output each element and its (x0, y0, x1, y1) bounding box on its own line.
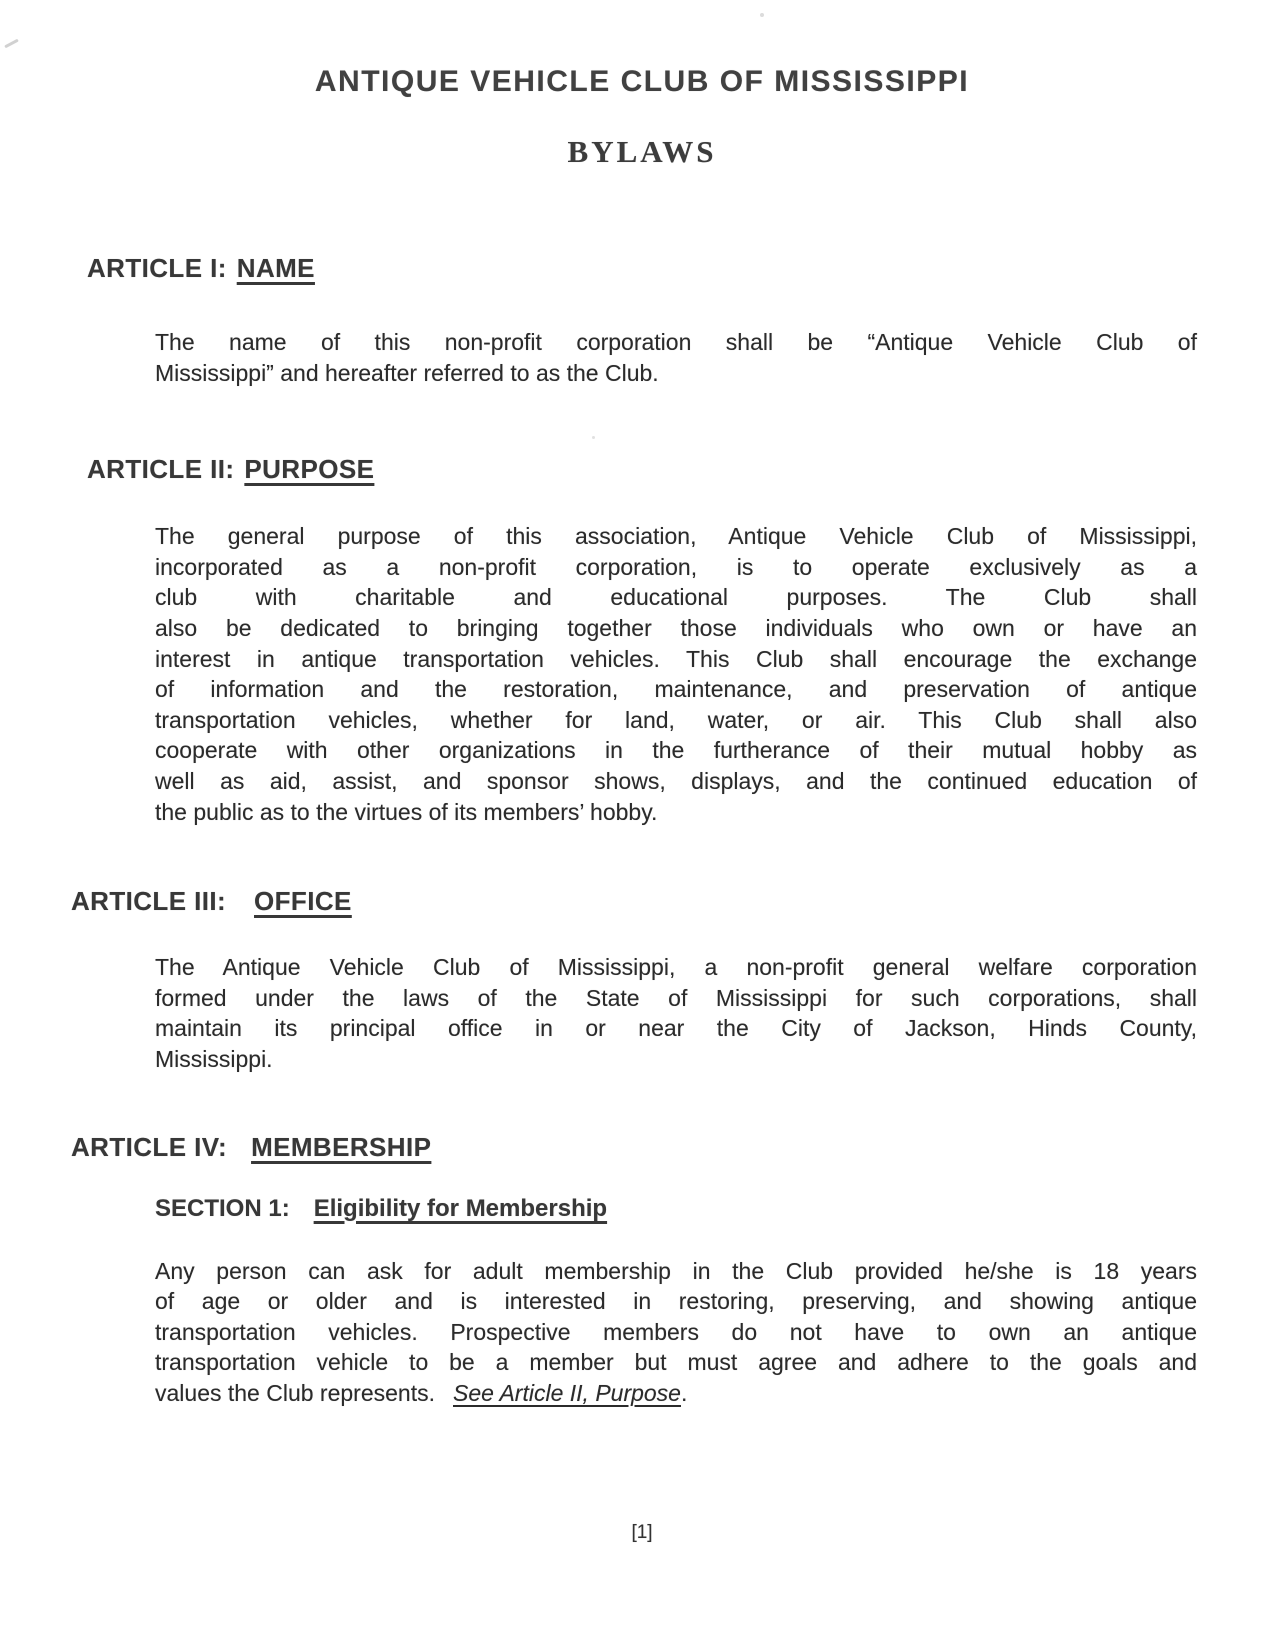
section-1-label: SECTION 1: (155, 1194, 290, 1222)
article-3-label: ARTICLE III: (71, 886, 227, 917)
article-1-heading (87, 251, 1197, 285)
article-2-heading (87, 452, 1197, 486)
article-3-paragraph (155, 952, 1197, 1074)
article-1-paragraph (155, 327, 1197, 388)
paragraph-line: well as aid, assist, and sponsor shows, displays, and the continued education of (155, 767, 1197, 794)
document-subtitle: BYLAWS (567, 134, 717, 169)
page-number: [1] (631, 1522, 653, 1544)
paragraph-line: Any person can ask for adult membership in the Club provided he/she is 18 years (155, 1257, 1197, 1284)
closing-period: . (680, 1379, 688, 1406)
scan-artifact (760, 13, 764, 17)
paragraph-line: club with charitable and educational purposes. The Club shall (155, 584, 1197, 611)
article-2-title: PURPOSE (244, 454, 375, 485)
paragraph-line: incorporated as a non-profit corporation, is to operate exclusively as a (155, 553, 1197, 580)
article-2-paragraph (155, 521, 1197, 827)
paragraph-line: The Antique Vehicle Club of Mississippi, a non-profit general welfare corporation (155, 954, 1197, 981)
paragraph-line: The general purpose of this association, Antique Vehicle Club of Mississippi, (155, 523, 1197, 550)
paragraph-line (155, 1378, 1197, 1409)
paragraph-line: of age or older and is interested in restoring, preserving, and showing antique (155, 1288, 1197, 1315)
scan-artifact (592, 436, 595, 439)
article-3-title: OFFICE (254, 886, 352, 917)
closing-text: values the Club represents. (155, 1379, 435, 1406)
article-1-title: NAME (236, 253, 315, 283)
paragraph-line: transportation vehicles. Prospective members do not have to own an antique (155, 1318, 1197, 1345)
paragraph-line: The name of this non-profit corporation shall be “Antique Vehicle Club of (155, 329, 1197, 355)
paragraph-line: maintain its principal office in or near the City of Jackson, Hinds County, (155, 1015, 1197, 1042)
paragraph-line: transportation vehicles, whether for land, water, or air. This Club shall also (155, 706, 1197, 733)
paragraph-line: transportation vehicle to be a member but must agree and adhere to the goals and (155, 1349, 1197, 1376)
article-4-heading (71, 1130, 1197, 1164)
paragraph-line: of information and the restoration, maintenance, and preservation of antique (155, 676, 1197, 703)
paragraph-line: also be dedicated to bringing together those individuals who own or have an (155, 614, 1197, 641)
cross-reference: See Article II, Purpose (453, 1379, 681, 1406)
paragraph-line: interest in antique transportation vehicles. This Club shall encourage the exchange (155, 645, 1197, 672)
article-3-heading (71, 884, 1197, 918)
section-1-title: Eligibility for Membership (313, 1194, 608, 1222)
paragraph-line: Mississippi. (155, 1045, 273, 1072)
section-1-paragraph (155, 1256, 1197, 1409)
section-1-heading (155, 1193, 1197, 1225)
article-4-title: MEMBERSHIP (251, 1131, 432, 1162)
article-4-label: ARTICLE IV: (71, 1131, 228, 1162)
document-title: ANTIQUE VEHICLE CLUB OF MISSISSIPPI (314, 65, 970, 98)
paragraph-line: formed under the laws of the State of Mississippi for such corporations, shall (155, 984, 1197, 1011)
article-2-label: ARTICLE II: (87, 454, 235, 485)
paragraph-line: Mississippi” and hereafter referred to as the Club. (155, 359, 659, 386)
article-1-label: ARTICLE I: (87, 253, 227, 283)
scan-artifact (4, 39, 19, 49)
paragraph-line: cooperate with other organizations in the furtherance of their mutual hobby as (155, 737, 1197, 764)
paragraph-line: the public as to the virtues of its members’ hobby. (155, 798, 658, 825)
